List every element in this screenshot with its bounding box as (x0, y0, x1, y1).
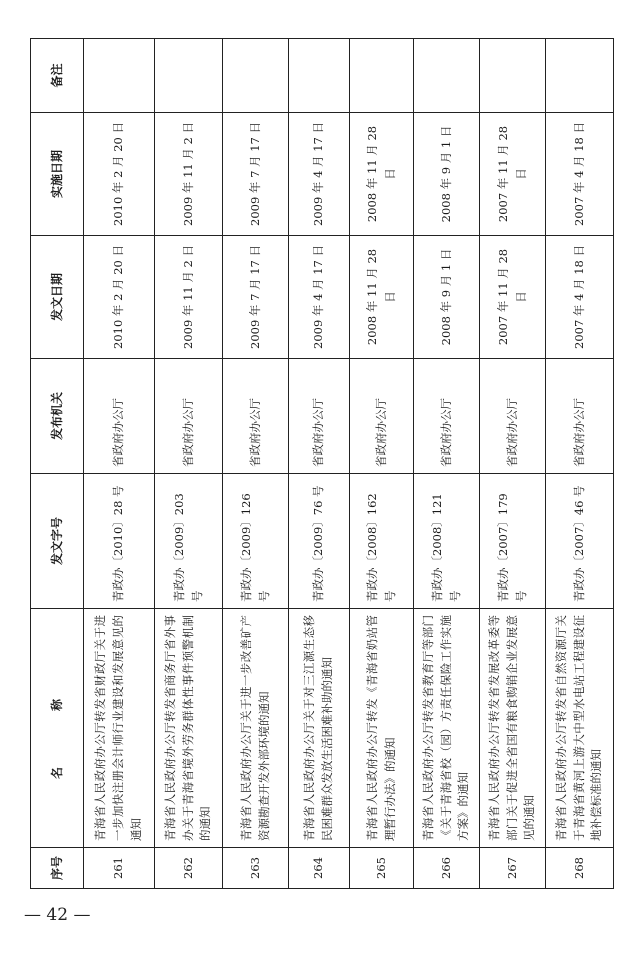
cell-name: 青海省人民政府办公厅转发省商务厅省外事办关于青海省境外劳务群体性事件预警机制的通知 (155, 609, 223, 848)
cell-name: 青海省人民政府办公厅转发《青海省奶站管理暂行办法》的通知 (350, 609, 414, 848)
table-row (155, 39, 223, 889)
rotated-table-page (30, 39, 613, 889)
header-name: 名 称 (31, 609, 84, 848)
cell-remark (223, 39, 289, 113)
page-number: — 42 — (24, 905, 91, 925)
cell-no: 261 (84, 848, 155, 889)
table-row (414, 39, 480, 889)
header-doc-no: 发文字号 (31, 474, 84, 609)
table-row (223, 39, 289, 889)
cell-remark (480, 39, 546, 113)
table-row (546, 39, 614, 889)
header-remark: 备注 (31, 39, 84, 113)
header-issue-date: 发文日期 (31, 236, 84, 359)
cell-issue-date: 2007 年 11 月 28 日 (480, 236, 546, 359)
cell-no: 266 (414, 848, 480, 889)
cell-name: 青海省人民政府办公厅关于对三江源生态移民困难群众发放生活困难补助的通知 (289, 609, 350, 848)
cell-no: 268 (546, 848, 614, 889)
cell-doc-no: 青政办〔2010〕28 号 (84, 474, 155, 609)
cell-issuer: 省政府办公厅 (350, 359, 414, 474)
cell-impl-date: 2009 年 7 月 17 日 (223, 113, 289, 236)
cell-name: 青海省人民政府办公厅转发省财政厅关于进一步加快注册会计师行业建设和发展意见的通知 (84, 609, 155, 848)
cell-issuer: 省政府办公厅 (223, 359, 289, 474)
cell-no: 267 (480, 848, 546, 889)
cell-impl-date: 2008 年 11 月 28 日 (350, 113, 414, 236)
table-row (480, 39, 546, 889)
cell-doc-no: 青政办〔2007〕46 号 (546, 474, 614, 609)
cell-impl-date: 2007 年 11 月 28 日 (480, 113, 546, 236)
cell-no: 262 (155, 848, 223, 889)
header-issuer: 发布机关 (31, 359, 84, 474)
header-no: 序号 (31, 848, 84, 889)
cell-remark (289, 39, 350, 113)
cell-remark (414, 39, 480, 113)
cell-issue-date: 2008 年 11 月 28 日 (350, 236, 414, 359)
cell-impl-date: 2009 年 11 月 2 日 (155, 113, 223, 236)
cell-issuer: 省政府办公厅 (84, 359, 155, 474)
cell-name: 青海省人民政府办公厅转发省教育厅等部门《关于青海省校（园）方责任保险工作实施方案》的通知 (414, 609, 480, 848)
cell-impl-date: 2010 年 2 月 20 日 (84, 113, 155, 236)
cell-issue-date: 2009 年 11 月 2 日 (155, 236, 223, 359)
cell-doc-no: 青政办〔2008〕121 号 (414, 474, 480, 609)
cell-remark (546, 39, 614, 113)
cell-no: 264 (289, 848, 350, 889)
cell-no: 265 (350, 848, 414, 889)
table-row (350, 39, 414, 889)
cell-impl-date: 2009 年 4 月 17 日 (289, 113, 350, 236)
cell-issuer: 省政府办公厅 (289, 359, 350, 474)
cell-no: 263 (223, 848, 289, 889)
cell-issue-date: 2009 年 7 月 17 日 (223, 236, 289, 359)
header-impl-date: 实施日期 (31, 113, 84, 236)
cell-issuer: 省政府办公厅 (546, 359, 614, 474)
cell-name: 青海省人民政府办公厅转发省发展改革委等部门关于促进全省国有粮食购销企业发展意见的通知 (480, 609, 546, 848)
cell-doc-no: 青政办〔2007〕179 号 (480, 474, 546, 609)
table-row (289, 39, 350, 889)
cell-issuer: 省政府办公厅 (155, 359, 223, 474)
cell-remark (155, 39, 223, 113)
cell-name: 青海省人民政府办公厅关于进一步改善矿产资源勘查开发外部环境的通知 (223, 609, 289, 848)
cell-remark (84, 39, 155, 113)
cell-impl-date: 2008 年 9 月 1 日 (414, 113, 480, 236)
cell-doc-no: 青政办〔2009〕76 号 (289, 474, 350, 609)
table-header-row (31, 39, 84, 889)
cell-issue-date: 2010 年 2 月 20 日 (84, 236, 155, 359)
cell-issue-date: 2009 年 4 月 17 日 (289, 236, 350, 359)
cell-name: 青海省人民政府办公厅转发省自然资源厅关于青海省黄河上游大中型水电站工程建设征地补偿标准的通知 (546, 609, 614, 848)
cell-doc-no: 青政办〔2009〕126 号 (223, 474, 289, 609)
cell-doc-no: 青政办〔2008〕162 号 (350, 474, 414, 609)
cell-remark (350, 39, 414, 113)
cell-doc-no: 青政办〔2009〕203 号 (155, 474, 223, 609)
cell-issue-date: 2008 年 9 月 1 日 (414, 236, 480, 359)
cell-impl-date: 2007 年 4 月 18 日 (546, 113, 614, 236)
table-row (84, 39, 155, 889)
regulations-table (30, 38, 614, 889)
cell-issuer: 省政府办公厅 (480, 359, 546, 474)
cell-issuer: 省政府办公厅 (414, 359, 480, 474)
cell-issue-date: 2007 年 4 月 18 日 (546, 236, 614, 359)
